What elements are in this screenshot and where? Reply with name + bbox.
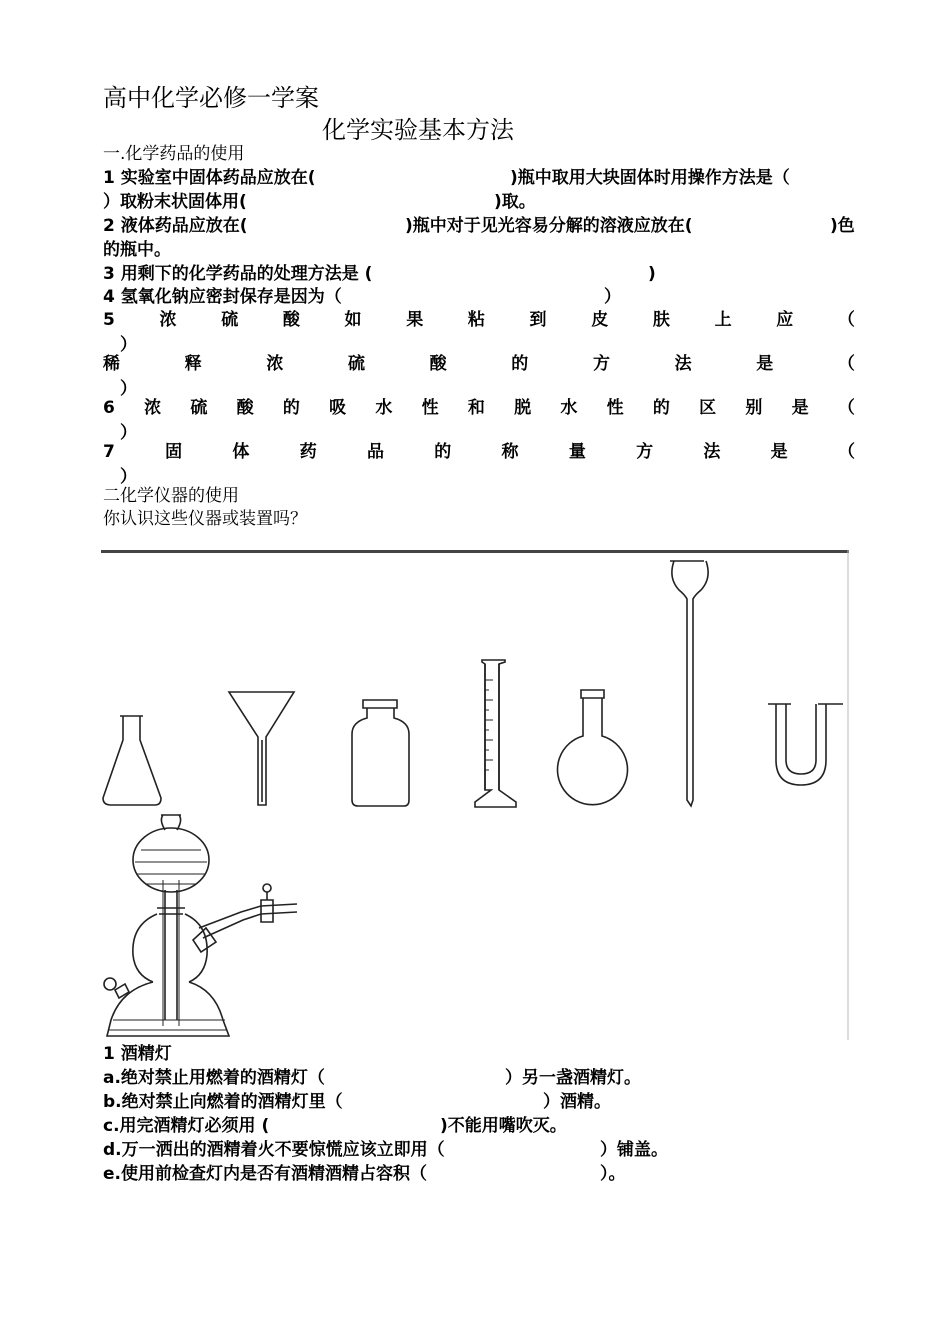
- q5b-char: （: [837, 354, 855, 374]
- lamp-d-part1: d.万一洒出的酒精着火不要惊慌应该立即用（: [103, 1140, 445, 1160]
- q7-char: 量: [568, 442, 586, 462]
- lamp-heading: 1 酒精灯: [103, 1044, 172, 1064]
- lamp-c-part2: )不能用嘴吹灭。: [440, 1116, 567, 1136]
- q5-char: （: [837, 310, 855, 330]
- question-7-line: [103, 441, 855, 463]
- q5-char: 硫: [221, 310, 239, 330]
- u-tube-icon: [768, 704, 843, 785]
- q6-char: 脱: [514, 398, 532, 418]
- funnel-icon: [229, 692, 294, 805]
- round-bottom-flask-icon: [558, 690, 628, 805]
- q5b-char: 方: [592, 354, 610, 374]
- q7-char: 是: [770, 442, 788, 462]
- section1-heading: 一.化学药品的使用: [103, 144, 245, 164]
- q5b-char: 硫: [347, 354, 365, 374]
- q7-char: 7: [103, 442, 115, 462]
- q5-char: 5: [103, 310, 115, 330]
- erlenmeyer-flask-icon: [103, 716, 161, 805]
- q6-char: 硫: [190, 398, 208, 418]
- q5-char: 浓: [159, 310, 177, 330]
- q6-char: 的: [282, 398, 300, 418]
- q6-char: 性: [421, 398, 439, 418]
- q6-char: （: [837, 398, 855, 418]
- q7-char: 称: [501, 442, 519, 462]
- q7-char: 方: [636, 442, 654, 462]
- lamp-c-part1: c.用完酒精灯必须用 (: [103, 1116, 270, 1136]
- q7-char: 法: [703, 442, 721, 462]
- lab-instruments-figure: [101, 550, 849, 1040]
- q5b-char: 是: [756, 354, 774, 374]
- q6-char: 和: [467, 398, 485, 418]
- q6-char: 是: [791, 398, 809, 418]
- q2-part-c: )色: [830, 216, 855, 236]
- q2-part-a: 2 液体药品应放在(: [103, 216, 248, 236]
- q7-char: 药: [299, 442, 317, 462]
- q6-char: 区: [699, 398, 717, 418]
- q6-char: 浓: [144, 398, 162, 418]
- q5b-char: 法: [674, 354, 692, 374]
- q5-char: 酸: [282, 310, 300, 330]
- q5-close: ）: [120, 335, 137, 355]
- q6-char: 6: [103, 398, 115, 418]
- q5-char: 果: [406, 310, 424, 330]
- q5b-char: 稀: [103, 354, 120, 374]
- q6-char: 性: [606, 398, 624, 418]
- q5-char: 如: [344, 310, 362, 330]
- q5-char: 皮: [591, 310, 609, 330]
- page-subtitle: 化学实验基本方法: [322, 116, 514, 144]
- q7-char: 品: [366, 442, 384, 462]
- q6-char: 水: [375, 398, 393, 418]
- q3-part-a: 3 用剩下的化学药品的处理方法是 (: [103, 264, 373, 284]
- reagent-bottle-icon: [352, 700, 409, 806]
- q2-part-d: 的瓶中。: [103, 240, 171, 260]
- kipp-generator-icon: [104, 815, 297, 1036]
- q4-part-b: ）: [604, 287, 621, 307]
- lamp-e-part1: e.使用前检查灯内是否有酒精酒精占容积（: [103, 1164, 427, 1184]
- q6-char: 别: [745, 398, 763, 418]
- lamp-d-part2: ）铺盖。: [600, 1140, 668, 1160]
- section2-intro: 你认识这些仪器或装置吗？: [103, 509, 307, 529]
- lamp-b-part2: ）酒精。: [543, 1092, 611, 1112]
- q5-char: 到: [529, 310, 547, 330]
- q6-close: ）: [120, 423, 137, 443]
- lamp-b-part1: b.绝对禁止向燃着的酒精灯里（: [103, 1092, 343, 1112]
- q7-char: 固: [165, 442, 183, 462]
- q5-char: 应: [776, 310, 794, 330]
- q5-char: 肤: [652, 310, 670, 330]
- graduated-cylinder-icon: [475, 660, 516, 807]
- q5b-char: 酸: [429, 354, 447, 374]
- q5b-char: 浓: [266, 354, 284, 374]
- q1-part-b: )瓶中取用大块固体时用操作方法是（: [510, 168, 790, 188]
- q6-char: 吸: [329, 398, 347, 418]
- q7-char: 体: [232, 442, 250, 462]
- q5-char: 粘: [467, 310, 485, 330]
- q2-part-b: )瓶中对于见光容易分解的溶液应放在(: [405, 216, 693, 236]
- lamp-a-part2: ）另一盏酒精灯。: [505, 1068, 641, 1088]
- q7-char: （: [837, 442, 855, 462]
- q3-part-b: ): [648, 264, 656, 284]
- lamp-e-part2: ）。: [600, 1164, 626, 1184]
- q5b-char: 的: [511, 354, 529, 374]
- page-title: 高中化学必修一学案: [103, 84, 319, 112]
- q7-close: ）: [120, 467, 137, 487]
- thistle-tube-icon: [670, 561, 708, 806]
- q6-char: 酸: [236, 398, 254, 418]
- q7-char: 的: [434, 442, 452, 462]
- q5b-close: ）: [120, 379, 137, 399]
- question-5b-line: [103, 353, 855, 375]
- q1-part-c: ）取粉末状固体用(: [103, 192, 247, 212]
- q6-char: 水: [560, 398, 578, 418]
- lamp-a-part1: a.绝对禁止用燃着的酒精灯（: [103, 1068, 325, 1088]
- section2-heading: 二化学仪器的使用: [103, 486, 239, 506]
- q5b-char: 释: [184, 354, 202, 374]
- q5-char: 上: [714, 310, 732, 330]
- q6-char: 的: [652, 398, 670, 418]
- question-5-line: [103, 309, 855, 331]
- question-6-line: [103, 397, 855, 419]
- q1-part-a: 1 实验室中固体药品应放在(: [103, 168, 316, 188]
- q1-part-d: )取。: [494, 192, 536, 212]
- q4-part-a: 4 氢氧化钠应密封保存是因为（: [103, 287, 342, 307]
